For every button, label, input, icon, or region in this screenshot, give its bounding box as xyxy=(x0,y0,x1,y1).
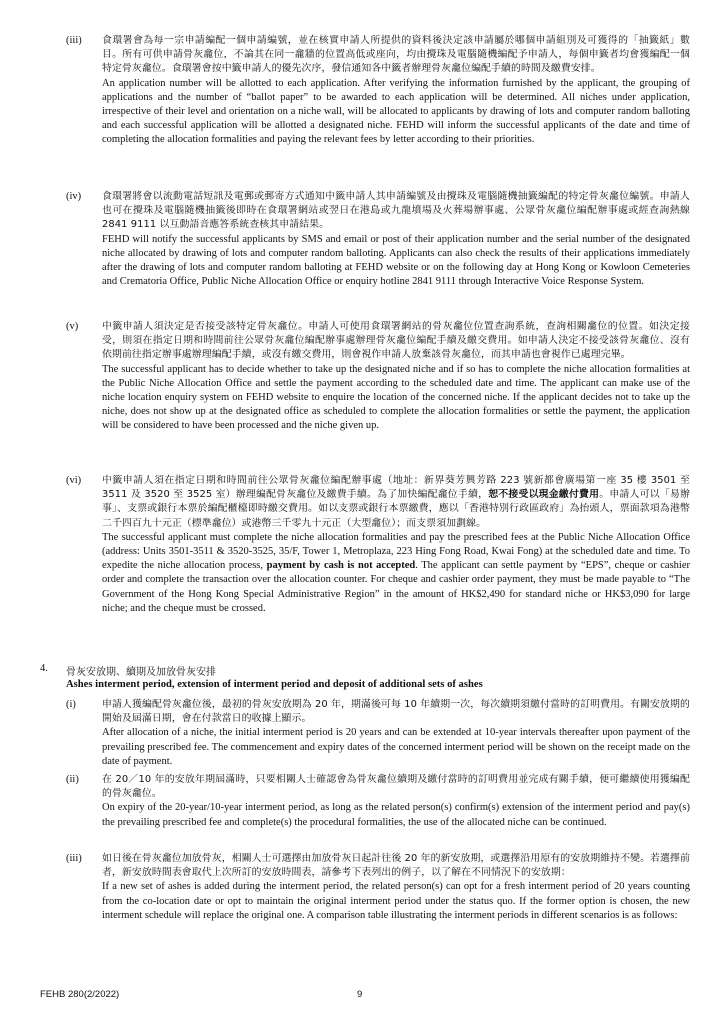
clause-text-zh: 如日後在骨灰龕位加放骨灰，相關人士可選擇由加放骨灰日起計往後 20 年的新安放期，或選擇沿用原有的安放期維持不變。若選擇前者，新安放時間表會取代上次所訂的安放時間表，請參考下表列出的例子，以了解在不同情況下的安放期： xyxy=(102,853,690,879)
clause-text-en xyxy=(102,531,690,616)
clause-text-en: The successful applicant has to decide whether to take up the designated niche and if so has to complete the niche allocation formalities at the Public Niche Allocation Office and settle the payment according to the scheduled date and time. The applicant can make use of the niche location enquiry system on FEHD website to enquire the location of the concerned niche. If the applicant decides not to take up the niche, does not show up at the designated office as scheduled to complete the allocation formalities or settle the payment, the application will be considered to have been processed and the niche given up. xyxy=(102,363,690,432)
clause-text-en-part1: The successful applicant must complete the niche allocation formalities and pay the prescribed fees at the Public Niche Allocation Office (address: Units 3501-3511 & 3520-3525, 35/F, Tower 1, Metroplaza, 223 Hing Fong Road, Kwai Fong) at the scheduled date and time. To expedite the niche allocation process, xyxy=(102,531,690,572)
clause-text-zh-part2: 。申請人可以「易辦事」、支票或銀行本票於編配櫃檯即時繳交費用。如以支票或銀行本票繳費，應以「香港特別行政區政府」為抬頭人，票面款項為港幣二千四百九十元正（標準龕位）或港幣三千零九十元正（大型龕位）；而支票須加劃線。 xyxy=(102,489,690,529)
clause-text-en: An application number will be allotted to each application. After verifying the information furnished by the applicant, the grouping of applications and the number of “ballot paper” to be awarded to each application will be determined. All niches under application, irrespective of their level and orientation on a niche wall, will be allocated to applicants by drawing of lots and computer random balloting and each successful application will be allotted a designated niche. FEHD will inform the successful applicants of the date and time of completing the allocation formalities and paying the relevant fees by letter according to their priorities. xyxy=(102,77,690,146)
page-number: 9 xyxy=(357,989,363,1000)
clause-text-zh: 在 20／10 年的安放年期屆滿時，只要相關人士確認會為骨灰龕位續期及繳付當時的訂明費用並完成有關手續，便可繼續使用獲編配的骨灰龕位。 xyxy=(102,774,690,800)
clause-text-en: After allocation of a niche, the initial interment period is 20 years and can be extended at 10-year intervals thereafter upon payment of the prevailing prescribed fee. The commencement and expiry dates of the concerned interment period will be shown on the receipt made on the date of payment. xyxy=(102,727,690,767)
clause-number: (ii) xyxy=(66,774,79,785)
clause-text-zh xyxy=(102,474,690,531)
clause-text-en: FEHD will notify the successful applicants by SMS and email or post of their application number and the serial number of the designated niche allocated by drawing of lots and computer random balloting. Applicants can also check the results of their applications immediately after the drawing of lots and computer random balloting at FEHD website or on the following day at Hong Kong or Kowloon Cemeteries and Crematoria Office, Public Niche Allocation Office or enquiry hotline 2841 9111 through Interactive Voice Response System. xyxy=(102,233,690,288)
clause-number: (vi) xyxy=(66,475,82,486)
clause-number: (iii) xyxy=(66,853,82,864)
clause-text-en: On expiry of the 20-year/10-year interment period, as long as the related person(s) confirm(s) extension of the interment period and pay(s) the prevailing prescribed fee and complete(s) the procedural formalities, the use of the allocated niche can be continued. xyxy=(102,802,690,828)
clause-number: (iii) xyxy=(66,35,82,46)
clause-text-en: If a new set of ashes is added during the interment period, the related person(s) can opt for a fresh interment period of 20 years counting from the co-location date or opt to maintain the original interment period under the status quo. If the former option is chosen, the new interment schedule will replace the original one. A comparison table illustrating the interment periods in different scenarios is as follows: xyxy=(102,881,690,921)
clause-number: (v) xyxy=(66,321,79,332)
clause-text-zh: 中籤申請人須決定是否接受該特定骨灰龕位。申請人可使用食環署網站的骨灰龕位位置查詢系統，查詢相關龕位的位置。如決定接受，則須在指定日期和時間前往公眾骨灰龕位編配辦事處辦理骨灰龕位編配手續及繳交費用。如申請人決定不接受該骨灰龕位、沒有依期前往指定辦事處辦理編配手續，或沒有繳交費用，則會視作申請人放棄該骨灰龕位，而其申請也會視作已處理完畢。 xyxy=(102,321,690,361)
clause-text-en-part2: . The applicant can settle payment by “EPS”, cheque or cashier order and complete the transaction over the allocation counter. For cheque and cashier order payment, they must be made payable to “The Government of the Hong Kong Special Administrative Region” in the amount of HK$2,490 for standard niche or HK$3,090 for large niche; and the cheque must be crossed. xyxy=(102,560,691,614)
section-title-zh: 骨灰安放期、續期及加放骨灰安排 xyxy=(66,667,216,678)
clause-text-zh-bold: 恕不接受以現金繳付費用 xyxy=(488,489,600,501)
clause-text-zh: 食環署會為每一宗申請編配一個申請編號，並在核實申請人所提供的資料後決定該申請屬於哪個申請組別及可獲得的「抽籤紙」數目。所有可供申請骨灰龕位，不論其在同一龕牆的位置高低或座向，均由攪珠及電腦隨機編配予申請人，每個申籤者均會獲編配一個特定骨灰龕位。食環署會按中籤申請人的優先次序，發信通知各中籤者辦理骨灰龕位編配手續的時間及繳費安排。 xyxy=(102,35,690,75)
clause-text-zh: 申請人獲編配骨灰龕位後，最初的骨灰安放期為 20 年，期滿後可每 10 年續期一次，每次續期須繳付當時的訂明費用。有關安放期的開始及屆滿日期，會在付款當日的收據上顯示。 xyxy=(102,699,690,725)
clause-number: (iv) xyxy=(66,191,82,202)
clause-number: (i) xyxy=(66,699,76,710)
clause-text-en-bold: payment by cash is not accepted xyxy=(266,560,416,572)
clause-text-zh-part1: 中籤申請人須在指定日期和時間前往公眾骨灰龕位編配辦事處（地址：新界葵芳興芳路 223 號新都會廣場第一座 35 樓 3501 至 3511 及 3520 至 3525 室）辦理編配骨灰龕位及繳費手續。為了加快編配龕位手續， xyxy=(102,475,690,501)
clause-text-zh: 食環署將會以流動電話短訊及電郵或郵寄方式通知中籤申請人其申請編號及由攪珠及電腦隨機抽籤編配的特定骨灰龕位編號。申請人也可在攪珠及電腦隨機抽籤後即時在食環署網站或翌日在港島或九龍墳場及火葬場辦事處、公眾骨灰龕位編配辦事處或經查詢熱線 2841 9111 以互動語音應答系統查核其申請結果。 xyxy=(102,191,690,231)
section-title-en: Ashes interment period, extension of interment period and deposit of additional sets of ashes xyxy=(66,679,483,690)
section-number: 4. xyxy=(40,663,48,674)
form-code: FEHB 280(2/2022) xyxy=(40,989,120,1000)
